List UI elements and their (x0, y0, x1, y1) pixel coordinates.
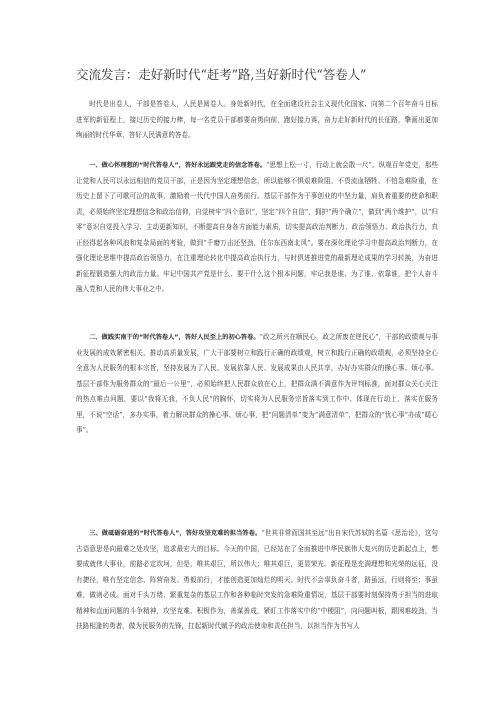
section-three (76, 526, 438, 635)
document-title: 交流发言：走好新时代“赶考”路,当好新时代“答卷人” (76, 67, 367, 82)
section-paragraph (76, 158, 438, 298)
section-body: “世其非常而国其至远”出自宋代苏轼的名篇《思治论》，这句古语意思是向最难之处攻坚，追求最宏大的目标。今天的中国，已经站在了全面推进中华民族伟大复兴的历史新起点上，想要成就伟大事业，前路必定坎坷，但是，唯其艰巨，所以伟大；唯其艰巨，更显荣光。新征程是充满理想和光荣的远征，没有捷径，唯有坚定信念、阵营奋发、勇毅前行，才能创造更加灿烂的明天。时代不会辜负奋斗者，路虽远，行则将至；事虽难，做则必成。面对千头万绪、繁重复杂的基层工作和各种临时突发的急难险重情况，基层干部要时刻保持勇于担当的进取精神和直面问题的斗争精神，攻坚克难、积极作为，善谋善成，紧盯工作落实中的“中梗阻”，向问题叫板，跟困难较劲，当扶路相逢的勇者，做为民服务的先锋，扛起新时代赋予的政治使命和责任担当，以担当作为书写人 (76, 529, 439, 631)
intro-section (76, 97, 438, 144)
section-paragraph (76, 526, 438, 635)
section-body: “政之所兴在顺民心，政之所废在逆民心”，干部的政绩观与事业发展的成效紧密相关、推动高质量发展，广大干部要树立和践行正确的政绩观，树立和践行正确的政绩观，必须坚持全心全意为人民服务的根本宗旨，坚持发展为了人民、发展依靠人民、发展成果由人民共享，办好办实群众的操心事、烦心事。基层干部作为服务群众的“最后一公里”，必须始终把人民群众放在心上，把群众满不满意作为评判标准，面对群众关心关注的热点难点问题，要以“我将无我，不负人民”的胸怀，切实将为人民服务宗旨落实到工作中、体现在行动上，落实在服务里，不说“空话”，多办实事，着力解决群众的操心事、烦心事，把“问题清单”变为“满意清单”，把群众的“忧心事”办成“暖心事”。 (76, 333, 438, 435)
section-heading: 三、做砥砺奋进的“时代答卷人”，答好攻坚克难的担当答卷。 (89, 530, 262, 537)
section-one (76, 158, 438, 298)
intro-paragraph: 时代是出卷人，干部是答卷人，人民是阅卷人。身处新时代，在全面建设社会主义现代化国家、向第二个百年奋斗目标进军的新征程上，接过历史的接力棒，每一名党员干部都要奋勇向前，跑好接力赛，奋力走好新时代的长征路，擎画出更加绚丽的时代华章，答好人民满意的答卷。 (76, 100, 438, 140)
section-heading: 二、做践实南干的“时代答卷人”，答好人民至上的初心答卷。 (89, 334, 260, 341)
section-paragraph (76, 330, 438, 439)
section-heading: 一、做心怀理想的“时代答卷人”，答好永远跟党走的信念答卷。 (89, 162, 267, 169)
section-body: “思想上松一寸，行动上就会散一尺”。纵观百年党史，那些让党和人民可以永远相信的党员干部，正是因为坚定理想信念，所以能够不惧艰难险阻、不畏流血牺牲、不怕急难险重，在历史上留下了可歌可泣的故事，激励着一代代中国人奋勇前行。基层干部作为干事创业的中坚力量，肩负着重要的使命和职责，必须始终坚定理想信念和政治信仰，自觉树牢“四个意识”，坚定“四个自信”，拥护“两个确立”，做到“两个维护”，以“归零”意识自觉投入学习、主动更新知识，不断提高自身各方面能力素质，切实提高政治判断力、政治领悟力、政治执行力，真正经得起各种风浪和复杂局面的考验，做到“千磨万击还坚劲，任尔东西南北风”。要在深化理论学习中提高政治判断力，在强化理论思维中提高政治领悟力，在注重理论转化中提高政治执行力，与时俱进推进党的最新理论成果的学习转换，为奋进新征程锻造强大的政治力量。牢记中国共产党是什么、要干什么这个根本问题，牢记我是谁、为了谁、依靠谁，把个人奋斗融入党和人民的伟大事业之中。 (76, 161, 438, 294)
section-two (76, 330, 438, 439)
